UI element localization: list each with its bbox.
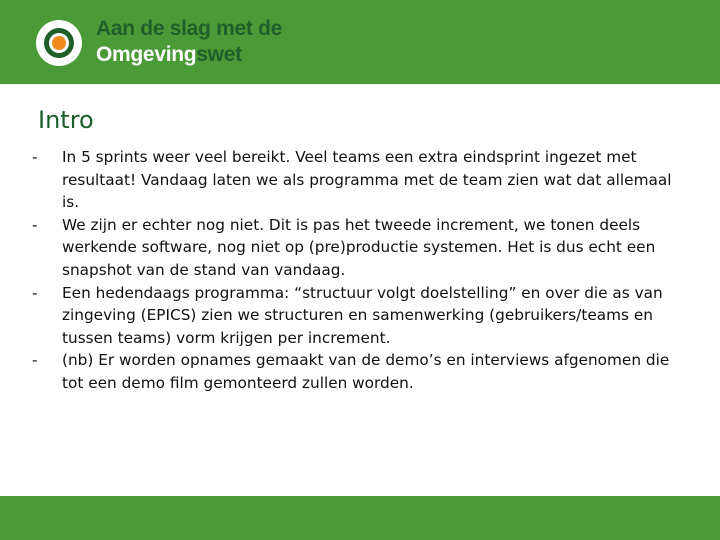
- bullet-dash: -: [32, 215, 38, 234]
- header-bar: [0, 0, 720, 84]
- bullet-item: [32, 214, 672, 282]
- bullet-text: We zijn er echter nog niet. Dit is pas het tweede increment, we tonen deels werkende software, nog niet op (pre)productie systemen. Het is dus echt een snapshot van de stand van vandaag.: [62, 215, 656, 279]
- circle-logo-icon: [36, 20, 82, 66]
- logo-line1: Aan de slag met de: [96, 17, 282, 40]
- bullet-list: [32, 146, 672, 395]
- logo-line2: [96, 42, 282, 68]
- bullet-dash: -: [32, 148, 38, 166]
- bullet-item: [32, 146, 672, 214]
- slide-title: Intro: [38, 106, 94, 134]
- bullet-item: [32, 282, 672, 350]
- logo-word-swet: swet: [196, 43, 242, 66]
- logo-word-omgeving: Omgeving: [96, 43, 197, 66]
- bullet-text: (nb) Er worden opnames gemaakt van de demo’s en interviews afgenomen die tot een demo film gemonteerd zullen worden.: [62, 351, 670, 392]
- bullet-item: [32, 349, 672, 394]
- bullet-dash: -: [32, 283, 38, 302]
- footer-bar: [0, 496, 720, 540]
- bullet-dash: -: [32, 351, 38, 370]
- bullet-text: Een hedendaags programma: “structuur volgt doelstelling” en over die as van zingeving (EPICS) zien we structuren en samenwerking (gebruikers/teams en tussen teams) vorm krijgen per increment.: [62, 283, 663, 347]
- logo-wordmark: [96, 16, 282, 68]
- bullet-text: In 5 sprints weer veel bereikt. Veel teams een extra eindsprint ingezet met resultaat! Vandaag laten we als programma met de team zien wat dat allemaal is.: [62, 148, 672, 212]
